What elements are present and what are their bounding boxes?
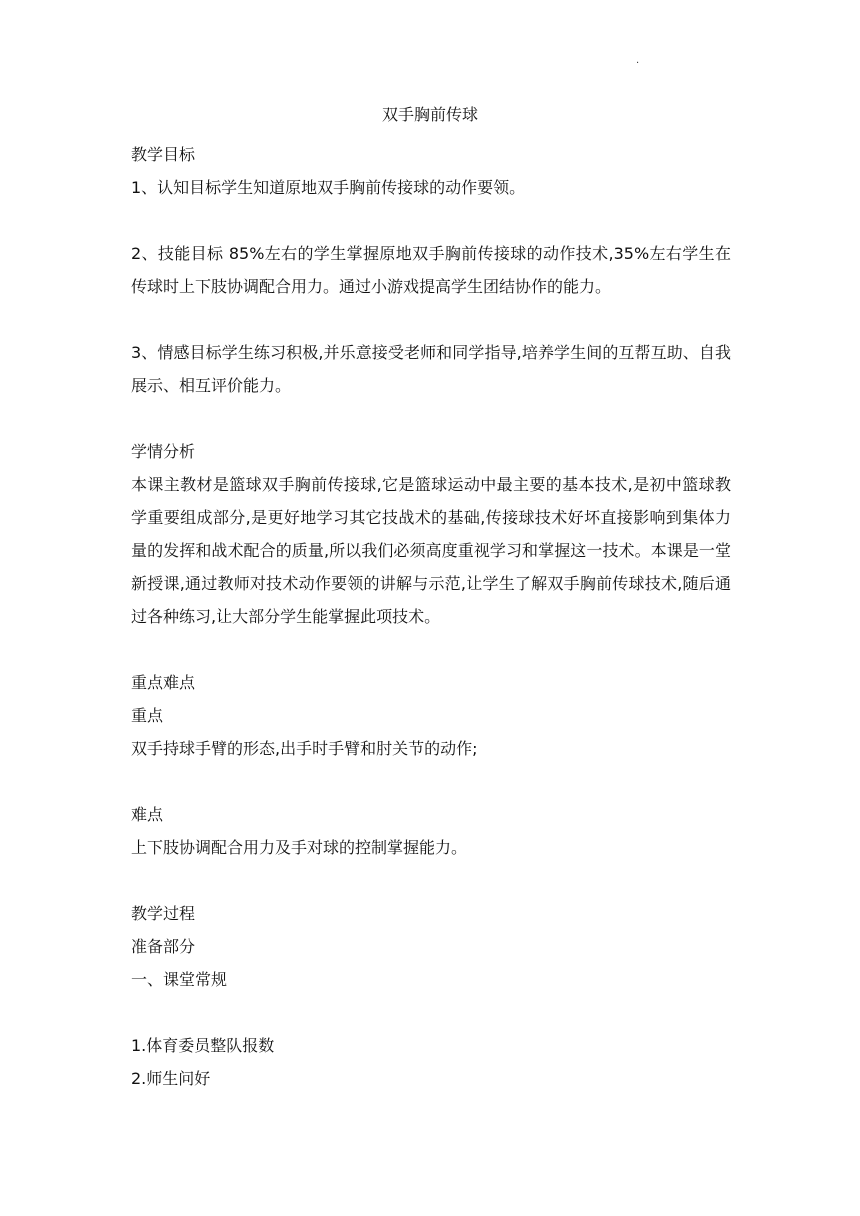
analysis-body: 本课主教材是篮球双手胸前传接球,它是篮球运动中最主要的基本技术,是初中篮球教学重要组成部分,是更好地学习其它技战术的基础,传接球技术好坏直接影响到集体力量的发挥和战术配合的质量,所以我们必须高度重视学习和掌握这一技术。本课是一堂新授课,通过教师对技术动作要领的讲解与示范,让学生了解双手胸前传球技术,随后通过各种练习,让大部分学生能掌握此项技术。 [131,475,731,626]
spacer [131,204,731,237]
objective-item-1: 1、认知目标学生知道原地双手胸前传接球的动作要领。 [131,178,526,197]
document-body [131,138,731,1095]
spacer [131,633,731,666]
key-points-heading: 重点难点 [131,673,196,692]
objectives-heading: 教学目标 [131,145,196,164]
process-heading: 教学过程 [131,904,196,923]
process-section: 准备部分 [131,937,196,956]
focus-text: 双手持球手臂的形态,出手时手臂和肘关节的动作; [131,739,478,758]
process-step-2: 2.师生问好 [131,1069,211,1088]
process-step-1: 1.体育委员整队报数 [131,1036,275,1055]
analysis-heading: 学情分析 [131,442,196,461]
objective-item-3: 3、情感目标学生练习积极,并乐意接受老师和同学指导,培养学生间的互帮互助、自我展示、相互评价能力。 [131,343,731,395]
spacer [131,996,731,1029]
document-title: 双手胸前传球 [381,105,478,124]
spacer [131,765,731,798]
spacer [131,303,731,336]
objective-item-2: 2、技能目标 85%左右的学生掌握原地双手胸前传接球的动作技术,35%左右学生在传球时上下肢协调配合用力。通过小游戏提高学生团结协作的能力。 [131,244,731,296]
focus-label: 重点 [131,706,164,725]
spacer [131,402,731,435]
spacer [131,864,731,897]
difficulty-label: 难点 [131,805,164,824]
header-mark: . [636,55,640,66]
process-subsection: 一、课堂常规 [131,970,228,989]
difficulty-text: 上下肢协调配合用力及手对球的控制掌握能力。 [131,838,468,857]
